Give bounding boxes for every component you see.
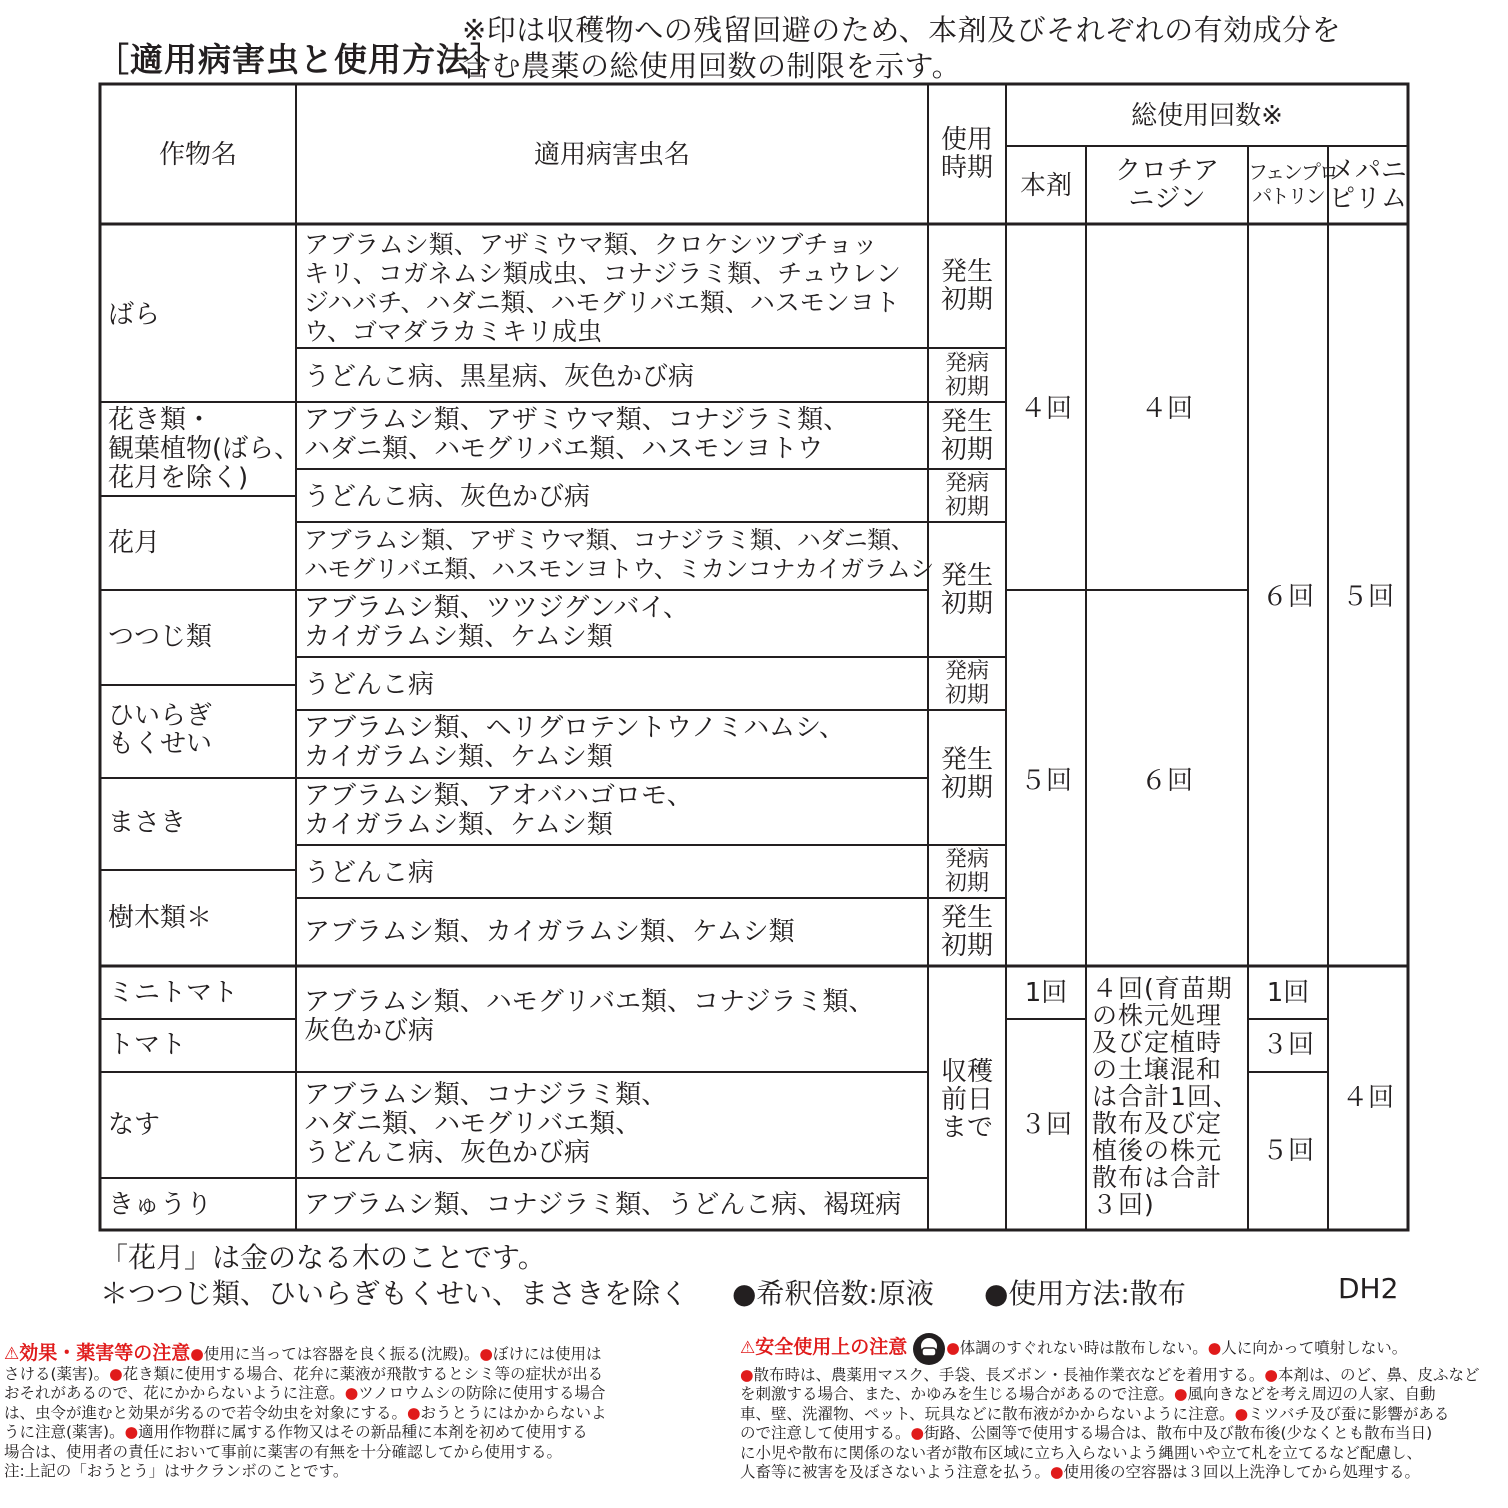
timing-hassei: 発生 初期 bbox=[940, 903, 993, 961]
pest-row-2: うどんこ病、黒星病、灰色かび病 bbox=[304, 362, 695, 392]
crop-tomato: トマト bbox=[108, 1030, 187, 1060]
count-cloth-veg: ４回(育苗期 の株元処理 及び定植時 の土壌混和 は合計1回、 散布及び定 植後の株元 散布は合計 ３回) bbox=[1092, 974, 1239, 1219]
count-honzai-mini: 1回 bbox=[1024, 978, 1068, 1008]
crop-minitomato: ミニトマト bbox=[108, 978, 239, 1008]
pest-row-14: アブラムシ類、コナジラミ類、うどんこ病、褐斑病 bbox=[304, 1190, 902, 1220]
header-mepanipyrim: メパニ ピリム bbox=[1328, 156, 1407, 214]
method-note: ●使用方法:散布 bbox=[984, 1277, 1186, 1310]
header-note-line1: ※印は収穫物への残留回避のため、本剤及びそれぞれの有効成分を bbox=[462, 13, 1342, 47]
product-code: DH2 bbox=[1338, 1272, 1399, 1305]
pest-row-1: アブラムシ類、アザミウマ類、クロケシツブチョッ キリ、コガネムシ類成虫、コナジラミ類、チュウレン ジハバチ、ハダニ類、ハモグリバエ類、ハスモンヨト ウ、ゴマダラカミキリ成虫 bbox=[304, 230, 901, 346]
kagetsu-note: 「花月」は金のなる木のことです。 bbox=[100, 1241, 546, 1274]
header-fenpropathrin: フェンプロ パトリン bbox=[1248, 160, 1337, 208]
crop-tsutsuji: つつじ類 bbox=[108, 622, 213, 652]
caution-effects-heading: 効果・薬害等の注意 bbox=[19, 1342, 191, 1364]
count-honzai-b: ５回 bbox=[1019, 766, 1072, 796]
pest-row-12: アブラムシ類、ハモグリバエ類、コナジラミ類、 灰色かび病 bbox=[304, 987, 875, 1046]
crop-nasu: なす bbox=[108, 1110, 161, 1140]
caution-effects: ⚠効果・薬害等の注意●使用に当っては容器を良く振る(沈殿)。●ぼけには使用は さける(薬害)。●花き類に使用する場合、花弁に薬液が飛散するとシミ等の症状が出る おそれがあるので、花にかからないように注意。●ツノロウムシの防除に使用する場合 は、虫令が進むと効果が劣るので若令幼虫を対象にする。●おうとうにはかからないよ うに注意(薬害)。●適用作物群に属する作物又はその新品種に本剤を初めて使用する 場合は、使用者の責任において事前に薬害の有無を十分確認してから使用する。 注:上記の「おうとう」はサクランボのことです。 bbox=[4, 1342, 607, 1480]
crop-jumoku: 樹木類＊ bbox=[108, 903, 213, 933]
crop-hanaki: 花き類・ 観葉植物(ばら、 花月を除く) bbox=[108, 405, 301, 493]
count-fenp-tomato: ３回 bbox=[1261, 1030, 1314, 1060]
crop-kagetsu: 花月 bbox=[108, 528, 161, 558]
pest-row-9: アブラムシ類、アオバハゴロモ、 カイガラムシ類、ケムシ類 bbox=[304, 781, 693, 840]
timing-hatsubyo: 発病 初期 bbox=[944, 471, 989, 520]
pest-row-5: アブラムシ類、アザミウマ類、コナジラミ類、ハダニ類、 ハモグリバエ類、ハスモンヨトウ、ミカンコナカイガラムシ bbox=[304, 526, 934, 583]
count-fenp-a: ６回 bbox=[1261, 582, 1314, 612]
count-honzai-tomato-nasu: ３回 bbox=[1019, 1110, 1072, 1140]
pest-row-3: アブラムシ類、アザミウマ類、コナジラミ類、 ハダニ類、ハモグリバエ類、ハスモンヨトウ bbox=[304, 405, 850, 464]
crop-hiiragi: ひいらぎ もくせい bbox=[108, 701, 213, 759]
header-pest: 適用病害虫名 bbox=[533, 140, 690, 170]
pest-row-4: うどんこ病、灰色かび病 bbox=[304, 482, 591, 512]
caution-safety-heading: 安全使用上の注意 bbox=[755, 1336, 908, 1358]
pest-row-11: アブラムシ類、カイガラムシ類、ケムシ類 bbox=[304, 917, 795, 947]
pest-row-6: アブラムシ類、ツツジグンバイ、 カイガラムシ類、ケムシ類 bbox=[304, 593, 690, 652]
pest-row-10: うどんこ病 bbox=[304, 858, 435, 888]
count-mepa-veg: ４回 bbox=[1341, 1083, 1394, 1113]
count-mepa-a: ５回 bbox=[1341, 582, 1394, 612]
dilution-note: ●希釈倍数:原液 bbox=[732, 1277, 934, 1310]
header-clothianidin: クロチア ニジン bbox=[1114, 156, 1219, 214]
pest-row-8: アブラムシ類、ヘリグロテントウノミハムシ、 カイガラムシ類、ケムシ類 bbox=[304, 713, 846, 772]
crop-kyuri: きゅうり bbox=[108, 1190, 213, 1220]
warning-triangle-icon: ⚠ bbox=[4, 1344, 20, 1364]
exclude-note: ＊つつじ類、ひいらぎもくせい、まさきを除く bbox=[100, 1277, 689, 1310]
count-cloth-a: ４回 bbox=[1140, 394, 1193, 424]
count-fenp-nasu: ５回 bbox=[1261, 1136, 1314, 1166]
count-honzai-a: ４回 bbox=[1019, 394, 1072, 424]
pest-row-13: アブラムシ類、コナジラミ類、 ハダニ類、ハモグリバエ類、 うどんこ病、灰色かび病 bbox=[304, 1080, 668, 1168]
timing-hassei: 発生 初期 bbox=[940, 407, 993, 465]
warning-triangle-icon: ⚠ bbox=[740, 1338, 756, 1358]
header-crop: 作物名 bbox=[158, 140, 237, 170]
timing-hatsubyo: 発病 初期 bbox=[944, 659, 989, 708]
count-fenp-mini: 1回 bbox=[1266, 978, 1310, 1008]
pest-row-7: うどんこ病 bbox=[304, 670, 435, 700]
crop-bara: ばら bbox=[108, 300, 161, 330]
timing-hatsubyo: 発病 初期 bbox=[944, 847, 989, 896]
header-timing: 使用 時期 bbox=[940, 125, 993, 183]
caution-safety: ⚠安全使用上の注意 ●体調のすぐれない時は散布しない。●人に向かって噴射しない。 ●散布時は、農薬用マスク、手袋、長ズボン・長袖作業衣などを着用する。●本剤は、のど、鼻、皮ふなど を刺激する場合、また、かゆみを生じる場合があるので注意。●風向きなどを考え周辺の人家、自動 車、壁、洗濯物、ペット、玩具などに散布液がかからないように注意。●ミツバチ及び蚕に影響がある ので注意して使用する。●街路、公園等で使用する場合は、散布中及び散布後(少なくとも散布当日) に小児や散布に関係のない者が散布区域に立ち入らないよう縄囲いや立て札を立てるなど配慮し、 人畜等に被害を及ぼさないよう注意を払う。●使用後の空容器は３回以上洗浄してから処理する。 bbox=[740, 1330, 1479, 1483]
crop-masaki: まさき bbox=[108, 808, 187, 838]
mask-icon bbox=[912, 1332, 946, 1366]
header-total-count: 総使用回数※ bbox=[1131, 101, 1283, 131]
timing-hassei: 発生 初期 bbox=[940, 257, 993, 315]
header-note-line2: 含む農薬の総使用回数の制限を示す。 bbox=[462, 49, 962, 83]
timing-hatsubyo: 発病 初期 bbox=[944, 351, 989, 400]
header-honzai: 本剤 bbox=[1019, 171, 1072, 201]
count-cloth-b: ６回 bbox=[1140, 766, 1193, 796]
timing-hassei: 発生 初期 bbox=[940, 745, 993, 803]
page-title: ［適用病害虫と使用方法］ bbox=[96, 40, 504, 79]
timing-harvest: 収穫 前日 まで bbox=[940, 1057, 993, 1143]
timing-hassei: 発生 初期 bbox=[940, 561, 993, 619]
